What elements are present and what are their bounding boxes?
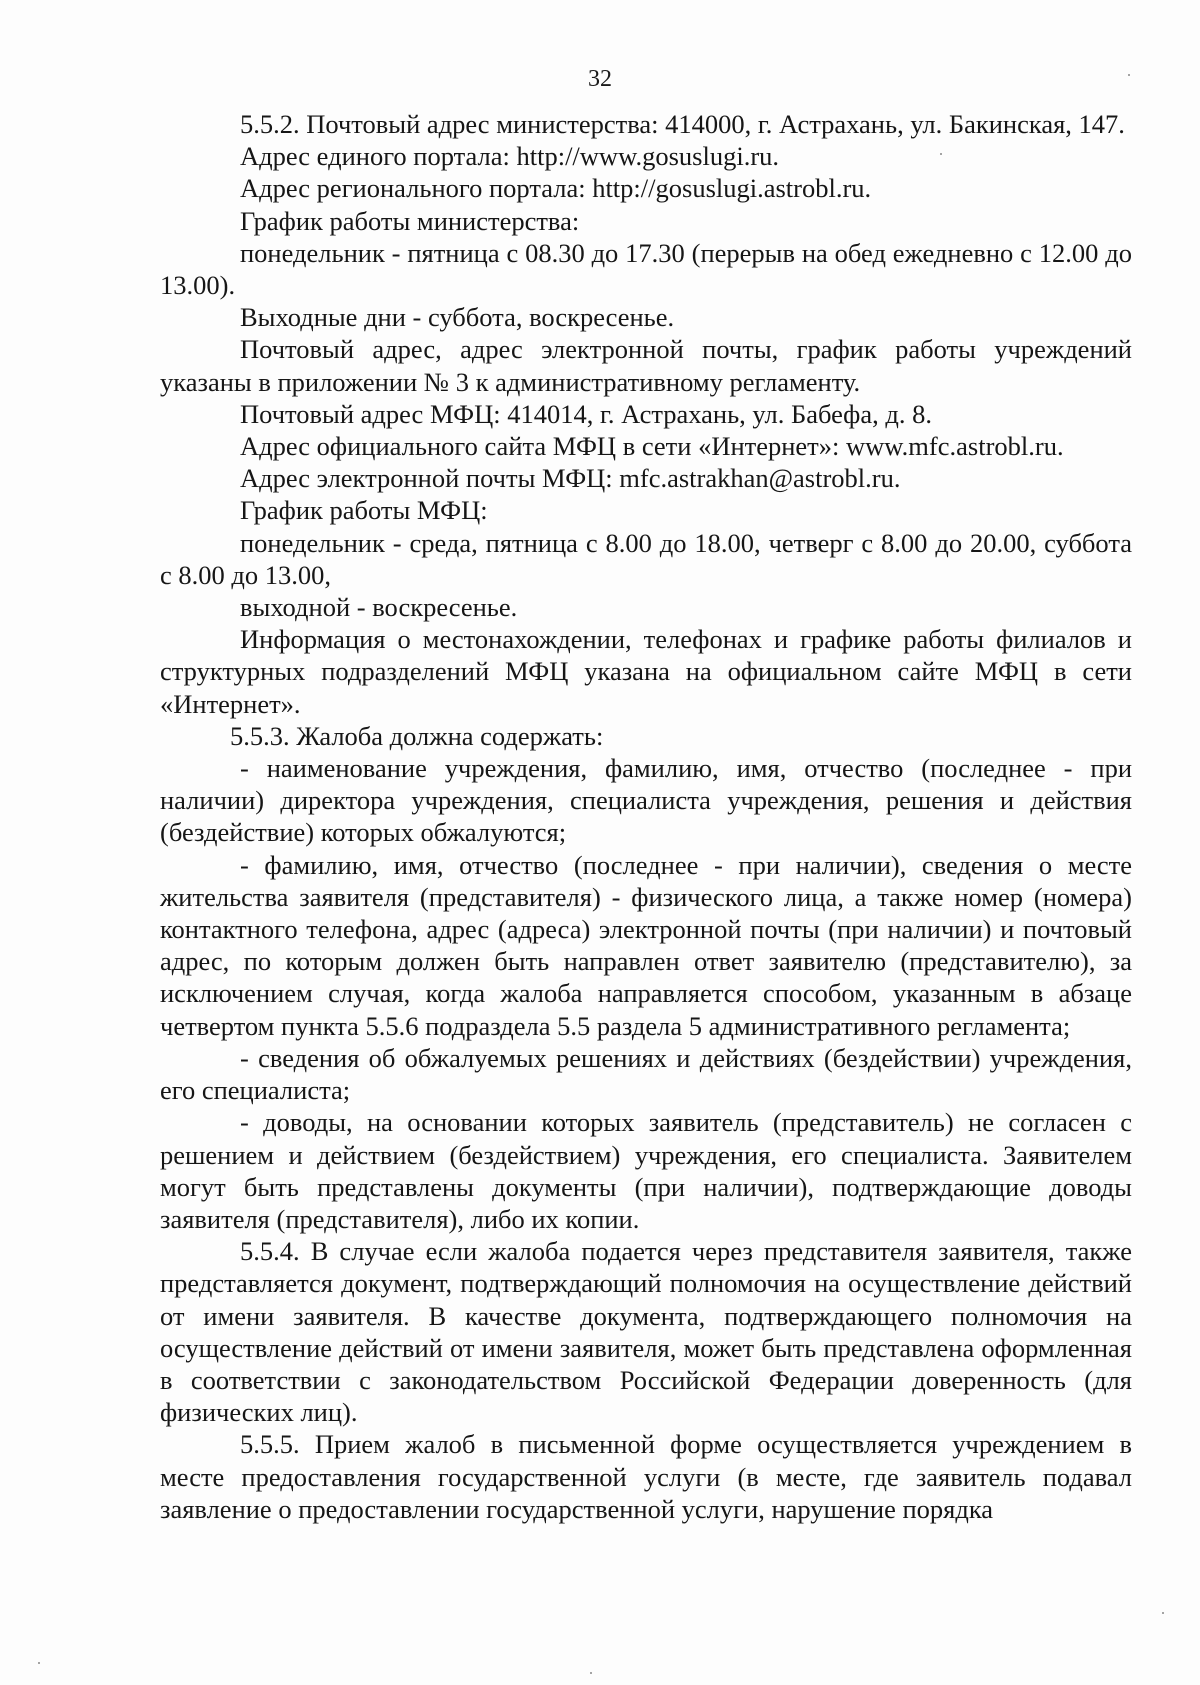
- scan-speck: [940, 153, 942, 155]
- paragraph-mfc-postal-address: Почтовый адрес МФЦ: 414014, г. Астрахань, ул. Бабефа, д. 8.: [240, 398, 932, 429]
- paragraph-unified-portal-address: Адрес единого портала: http://www.gosuslugi.ru.: [240, 141, 780, 172]
- scan-speck: [590, 1672, 592, 1674]
- paragraph-5-5-2: 5.5.2. Почтовый адрес министерства: 414000, г. Астрахань, ул. Бакинская, 147.: [240, 109, 1125, 139]
- paragraph-complaint-item-decisions: - сведения об обжалуемых решениях и действиях (бездействии) учреждения, его специалиста;: [160, 1042, 1132, 1106]
- paragraph-complaint-item-institution: - наименование учреждения, фамилию, имя, отчество (последнее - при наличии) директора учреждения, специалиста учреждения, решения и действия (бездействие) которых обжалуются;: [160, 753, 1132, 848]
- paragraph-complaint-item-arguments: - доводы, на основании которых заявитель (представитель) не согласен с решением и действием (бездействием) учреждения, его специалиста. Заявителем могут быть представлены документы (при наличии), подтверждающие доводы заявителя (представителя), либо их копии.: [160, 1107, 1132, 1234]
- paragraph-5-5-3: 5.5.3. Жалоба должна содержать:: [230, 720, 604, 751]
- paragraph-institutions-info: Почтовый адрес, адрес электронной почты, график работы учреждений указаны в приложении № 3 к административному регламенту.: [160, 334, 1132, 397]
- paragraph-ministry-days-off: Выходные дни - суббота, воскресенье.: [240, 302, 675, 333]
- paragraph-ministry-schedule: понедельник - пятница с 08.30 до 17.30 (перерыв на обед ежедневно с 12.00 до 13.00).: [160, 237, 1132, 301]
- paragraph-mfc-email: Адрес электронной почты МФЦ: mfc.astrakhan@astrobl.ru.: [240, 463, 901, 494]
- paragraph-mfc-day-off: выходной - воскресенье.: [240, 592, 518, 623]
- paragraph-mfc-schedule-heading: График работы МФЦ:: [240, 495, 488, 526]
- paragraph-5-5-5: 5.5.5. Прием жалоб в письменной форме осуществляется учреждением в месте предоставления государственной услуги (в месте, где заявитель подавал заявление о предоставлении государственной услуги, нарушение порядка: [160, 1429, 1132, 1524]
- paragraph-ministry-schedule-heading: График работы министерства:: [240, 205, 580, 236]
- scan-speck: [1128, 74, 1130, 76]
- paragraph-5-5-4: 5.5.4. В случае если жалоба подается через представителя заявителя, также представляется документ, подтверждающий полномочия на осуществление действий от имени заявителя. В качестве документа, подтверждающего полномочия на осуществление действий от имени заявителя, может быть представлена оформленная в соответствии с законодательством Российской Федерации доверенность (для физических лиц).: [160, 1236, 1132, 1428]
- scan-speck: [38, 1662, 40, 1664]
- paragraph-mfc-branches-info: Информация о местонахождении, телефонах и графике работы филиалов и структурных подразделений МФЦ указана на официальном сайте МФЦ в сети «Интернет».: [160, 624, 1132, 719]
- paragraph-regional-portal-address: Адрес регионального портала: http://gosuslugi.astrobl.ru.: [240, 173, 872, 204]
- paragraph-mfc-schedule: понедельник - среда, пятница с 8.00 до 18.00, четверг с 8.00 до 20.00, суббота с 8.00 до 13.00,: [160, 527, 1132, 590]
- paragraph-mfc-website: Адрес официального сайта МФЦ в сети «Интернет»: www.mfc.astrobl.ru.: [240, 431, 1064, 462]
- paragraph-complaint-item-applicant: - фамилию, имя, отчество (последнее - при наличии), сведения о месте жительства заявителя (представителя) - физического лица, а также номер (номера) контактного телефона, адрес (адреса) электронной почты (при наличии) и почтовый адрес, по которым должен быть направлен ответ заявителю (представителю), за исключением случая, когда жалоба направляется способом, указанным в абзаце четвертом пункта 5.5.6 подраздела 5.5 раздела 5 административного регламента;: [160, 849, 1132, 1041]
- document-body: [160, 108, 1132, 1525]
- scan-speck: [1162, 1612, 1164, 1614]
- page-number: 32: [588, 66, 612, 92]
